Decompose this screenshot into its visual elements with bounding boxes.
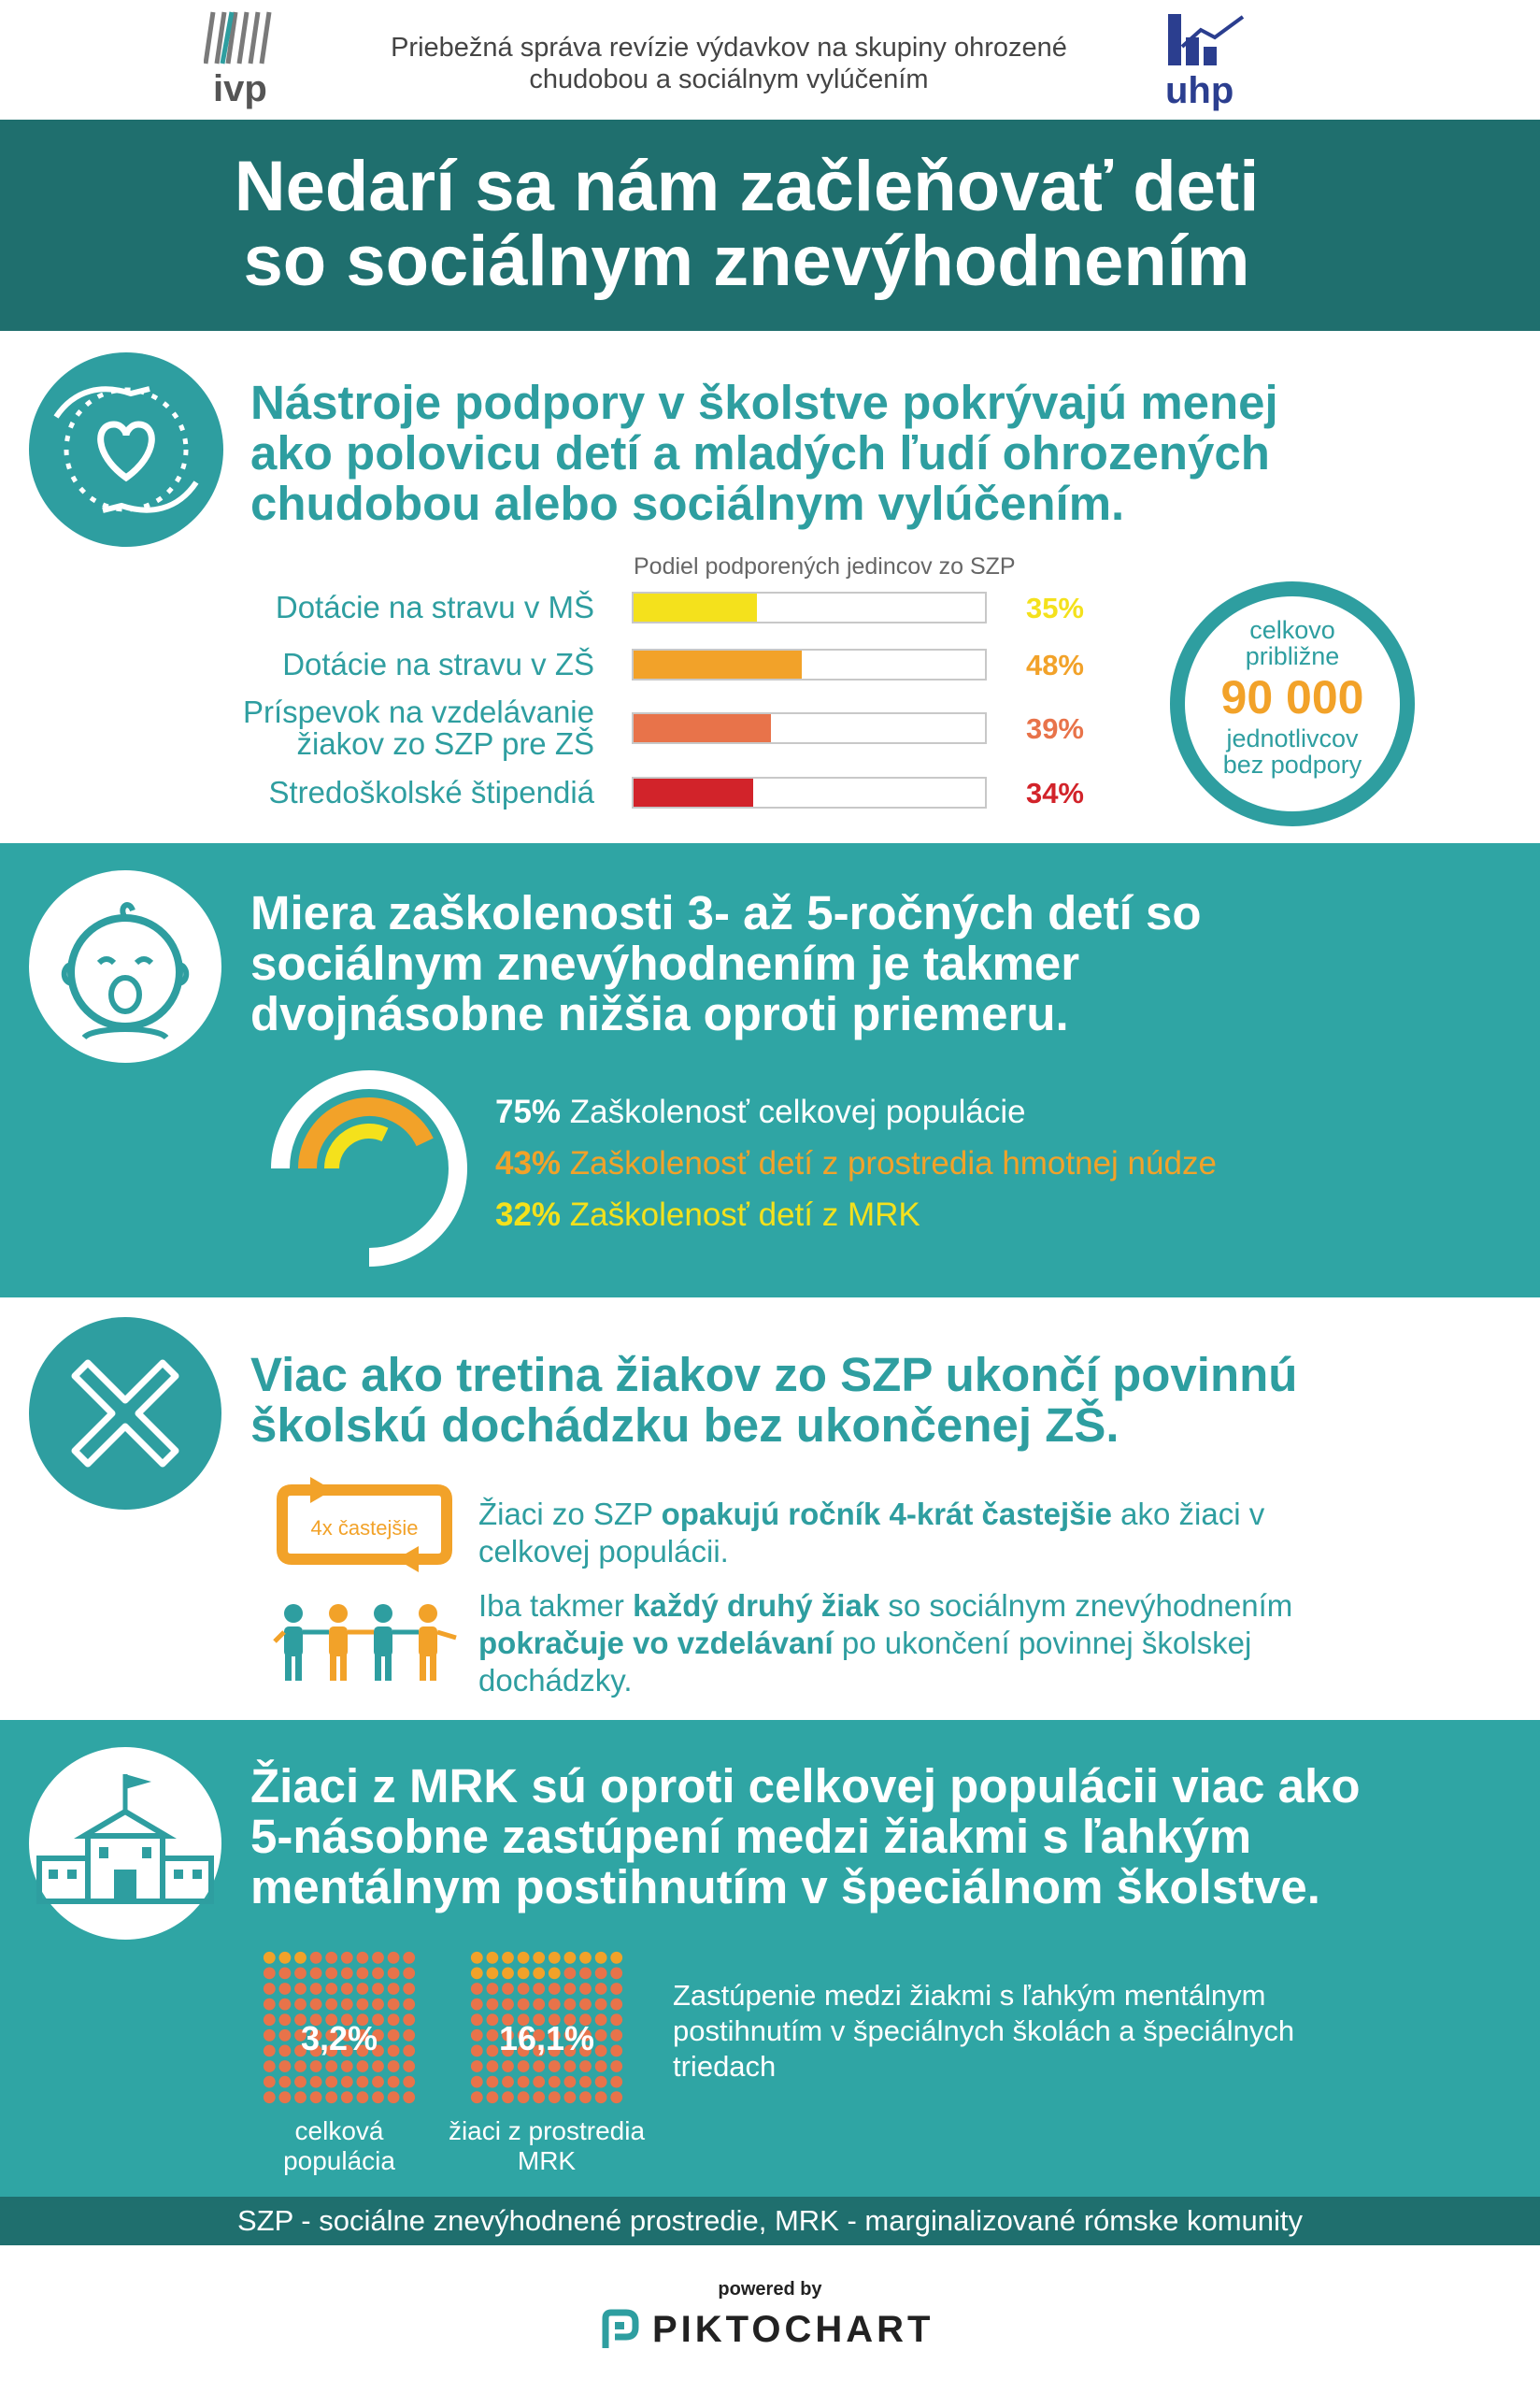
people-row-icon [273,1600,460,1683]
caption-line2: MRK [517,2146,577,2175]
dot [294,1952,307,1964]
dot [325,1968,337,1980]
bar [634,779,753,807]
bar-label: Dotácie na stravu v ZŠ [282,647,594,681]
gauge-legend-label: Zaškolenosť detí z prostredia hmotnej núdze [569,1145,1217,1182]
section2-heading-line1: Miera zaškolenosti 3- až 5-ročných detí so [250,886,1202,939]
dot [549,2060,561,2072]
dot [487,2076,499,2088]
dot [595,1983,607,1995]
dot [264,2091,276,2103]
dot [341,2060,353,2072]
gauge-legend-pct: 75% [495,1094,562,1130]
dot [357,2091,369,2103]
dot [502,1999,514,2011]
crying-baby-icon [28,869,222,1064]
dot [310,1952,322,1964]
dot [502,1952,514,1964]
uhp-logo-text: uhp [1165,70,1234,111]
main-title-line2: so sociálnym znevýhodnením [243,222,1250,301]
dot [487,1999,499,2011]
dot [357,1983,369,1995]
dot [341,1983,353,1995]
dot [502,2060,514,2072]
dot [403,2091,415,2103]
dot [518,1999,530,2011]
text-part: ako žiaci v [1112,1497,1265,1531]
bar-value-label: 48% [1025,649,1084,681]
text-part: po ukončení povinnej školskej [833,1626,1252,1660]
dot [564,1983,577,1995]
bar-label [183,696,594,760]
dot [487,1983,499,1995]
dot [471,1999,483,2011]
enrollment-radial-gauge [262,1052,467,1276]
ivp-logo-text: ivp [213,68,267,109]
dot [279,2091,292,2103]
dot [357,1952,369,1964]
bar-value-label: 34% [1025,777,1084,810]
dot [471,1952,483,1964]
dot [357,1968,369,1980]
description-line1: Zastúpenie medzi žiakmi s ľahkým mentálnym [673,1979,1266,2012]
bar-value-label: 39% [1025,712,1084,745]
gauge-legend-label: Zaškolenosť celkovej populácie [569,1094,1026,1130]
dot [579,2076,592,2088]
bar [634,594,757,622]
dot [564,1952,577,1964]
dot [279,1952,292,1964]
repeat-label: 4x častejšie [310,1516,419,1540]
text-part: dochádzky. [478,1663,633,1698]
gauge-legend-item [495,1094,1026,1131]
dot [610,2076,622,2088]
section2-heading-line2: sociálnym znevýhodnením je takmer [250,937,1080,990]
text-emphasis: každý druhý žiak [633,1588,880,1623]
dot [264,2076,276,2088]
dot [294,2091,307,2103]
bar-track [632,649,987,681]
dot [549,1983,561,1995]
dot [549,2091,561,2103]
dot [549,1968,561,1980]
bar-value-label: 35% [1025,592,1084,624]
uhp-logo [1163,9,1248,112]
dot [403,1952,415,1964]
section4-description [673,1978,1439,2085]
dot [502,1983,514,1995]
dot [294,1968,307,1980]
dot [533,1983,545,1995]
dot [610,2060,622,2072]
gauge-arc [332,1131,385,1168]
dot [487,2091,499,2103]
dot [471,1983,483,1995]
dot [564,2091,577,2103]
bar-label-line1: Príspevok na vzdelávanie [242,695,594,729]
dot [610,1952,622,1964]
dot [264,1983,276,1995]
circle-text-line1: celkovo [1249,616,1335,644]
dot [579,2060,592,2072]
repeat-statement [478,1496,1497,1570]
caption-line2: populácia [283,2146,395,2175]
dot [264,1968,276,1980]
dot [372,1983,384,1995]
dot [372,1952,384,1964]
dot [471,2076,483,2088]
dot [595,1952,607,1964]
dot [610,1999,622,2011]
dot [502,2091,514,2103]
dot [579,1952,592,1964]
description-line2: postihnutím v špeciálnych školách a špeciálnych [673,2014,1295,2047]
dot [279,1968,292,1980]
section1-heading-line2: ako polovicu detí a mladých ľudí ohrozených [250,426,1270,480]
dot [388,1999,400,2011]
text-emphasis: opakujú ročník 4-krát častejšie [661,1497,1112,1531]
dot [502,2076,514,2088]
dot [279,1983,292,1995]
dot [388,2060,400,2072]
dot [487,2060,499,2072]
dot [564,2060,577,2072]
text-emphasis: pokračuje vo vzdelávaní [478,1626,834,1660]
dot [279,1999,292,2011]
dot [502,1968,514,1980]
bar [634,714,771,742]
dot [595,2060,607,2072]
section1-heading [250,378,1503,529]
dot [518,1968,530,1980]
section2-heading [250,888,1503,1039]
piktochart-brand: PIKTOCHART [652,2309,934,2350]
caption-line1: celková [294,2116,384,2145]
description-line3: triedach [673,2050,777,2083]
main-title [0,147,1540,301]
dot [341,1999,353,2011]
dot [325,2060,337,2072]
main-title-line1: Nedarí sa nám začleňovať deti [234,147,1260,226]
dot [471,2060,483,2072]
dot [310,2060,322,2072]
dot [487,1968,499,1980]
dot [388,2076,400,2088]
section3-heading-line2: školskú dochádzku bez ukončenej ZŠ. [250,1398,1119,1452]
dot [471,2091,483,2103]
dot [264,2060,276,2072]
text-part: so sociálnym znevýhodnením [879,1588,1293,1623]
gauge-legend-item [495,1196,920,1234]
dot-grid-caption [416,2116,677,2176]
dot [564,2076,577,2088]
dot [579,1968,592,1980]
dot [294,1999,307,2011]
text-part: celkovej populácii. [478,1534,729,1569]
dot [341,2091,353,2103]
dot [595,2091,607,2103]
section2-heading-line3: dvojnásobne nižšia oproti priemeru. [250,987,1069,1040]
dot [533,1968,545,1980]
dot [372,2060,384,2072]
dot [310,2091,322,2103]
bar-track [632,777,987,809]
school-building-icon [28,1746,222,1941]
piktochart-logo-icon [598,2309,639,2350]
dot [325,1952,337,1964]
footnote: SZP - sociálne znevýhodnené prostredie, MRK - marginalizované rómske komunity [236,2204,1304,2237]
dot [579,1983,592,1995]
dot [403,1968,415,1980]
powered-by-text: powered by [718,2279,822,2300]
bar-label-line2: žiakov zo SZP pre ZŠ [296,726,594,761]
section3-heading-line1: Viac ako tretina žiakov zo SZP ukončí povinnú [250,1348,1298,1401]
dot [533,1999,545,2011]
dot [533,2091,545,2103]
section3-heading [250,1350,1503,1451]
bar-track [632,712,987,744]
bar-label: Stredoškolské štipendiá [268,775,594,810]
gauge-legend-label: Zaškolenosť detí z MRK [569,1196,920,1233]
bar-track [632,592,987,623]
dot [325,1983,337,1995]
ivp-logo [204,7,307,110]
dot [595,2076,607,2088]
circle-text-line4: bez podpory [1222,751,1362,779]
dot [533,2076,545,2088]
dot [610,1983,622,1995]
dot [518,1952,530,1964]
bar [634,651,802,679]
dot [533,1952,545,1964]
dot [310,1983,322,1995]
dot [264,1952,276,1964]
gauge-legend-item [495,1145,1217,1182]
dot [372,1999,384,2011]
circle-text-line2: približne [1245,642,1340,670]
dot [518,1983,530,1995]
dot [595,1968,607,1980]
dot [264,1999,276,2011]
gauge-legend-pct: 32% [495,1196,562,1233]
dot [341,2076,353,2088]
dot [357,2076,369,2088]
dot [595,1999,607,2011]
continuation-statement [478,1587,1497,1699]
circle-text-line3: jednotlivcov [1226,724,1359,752]
dot [403,2076,415,2088]
dot [579,1999,592,2011]
section4-heading [250,1761,1521,1913]
dot [549,2076,561,2088]
dot [564,1968,577,1980]
report-title [308,32,1149,95]
dot [357,1999,369,2011]
dot [294,1983,307,1995]
dot [610,1968,622,1980]
dot [310,1999,322,2011]
dot-grid-value: 3,2% [300,2019,378,2057]
dot [341,1952,353,1964]
report-title-line2: chudobou a sociálnym vylúčením [529,64,929,94]
dot [403,1999,415,2011]
dot [388,1983,400,1995]
dot [388,2091,400,2103]
section4-heading-line2: 5-násobne zastúpení medzi žiakmi s ľahkým [250,1810,1252,1863]
dot [325,2091,337,2103]
section1-heading-line1: Nástroje podpory v školstve pokrývajú menej [250,376,1278,429]
dot [549,1952,561,1964]
dot [279,2076,292,2088]
dot [294,2076,307,2088]
dot [549,1999,561,2011]
dot [310,1968,322,1980]
dot [388,1952,400,1964]
dot [403,2060,415,2072]
dot [471,1968,483,1980]
text-part: Žiaci zo SZP [478,1497,662,1531]
gauge-legend-pct: 43% [495,1145,562,1182]
dot [372,2091,384,2103]
x-cross-icon [28,1316,222,1511]
dot [294,2060,307,2072]
dot [579,2091,592,2103]
section4-heading-line1: Žiaci z MRK sú oproti celkovej populácii viac ako [250,1759,1361,1813]
section4-heading-line3: mentálnym postihnutím v špeciálnom školstve. [250,1860,1320,1913]
circle-number: 90 000 [1220,671,1364,724]
dot [325,2076,337,2088]
dot [341,1968,353,1980]
caption-line1: žiaci z prostredia [448,2116,646,2145]
text-part: Iba takmer [478,1588,634,1623]
heart-in-hands-icon [28,351,224,548]
dot [279,2060,292,2072]
dot [610,2091,622,2103]
dot [325,1999,337,2011]
dot [403,1983,415,1995]
dot [533,2060,545,2072]
dot [372,1968,384,1980]
dot [564,1999,577,2011]
dot [487,1952,499,1964]
dot [518,2076,530,2088]
dot-grid-value: 16,1% [498,2019,595,2057]
total-unsupported-circle [1170,581,1415,826]
dot [518,2091,530,2103]
report-title-line1: Priebežná správa revízie výdavkov na skupiny ohrozené [391,33,1067,63]
dot [357,2060,369,2072]
bar-label: Dotácie na stravu v MŠ [275,590,594,624]
dot [388,1968,400,1980]
dot [518,2060,530,2072]
section1-heading-line3: chudobou alebo sociálnym vylúčením. [250,477,1125,530]
chart-title: Podiel podporených jedincov zo SZP [634,553,1016,580]
dot [310,2076,322,2088]
dot [372,2076,384,2088]
